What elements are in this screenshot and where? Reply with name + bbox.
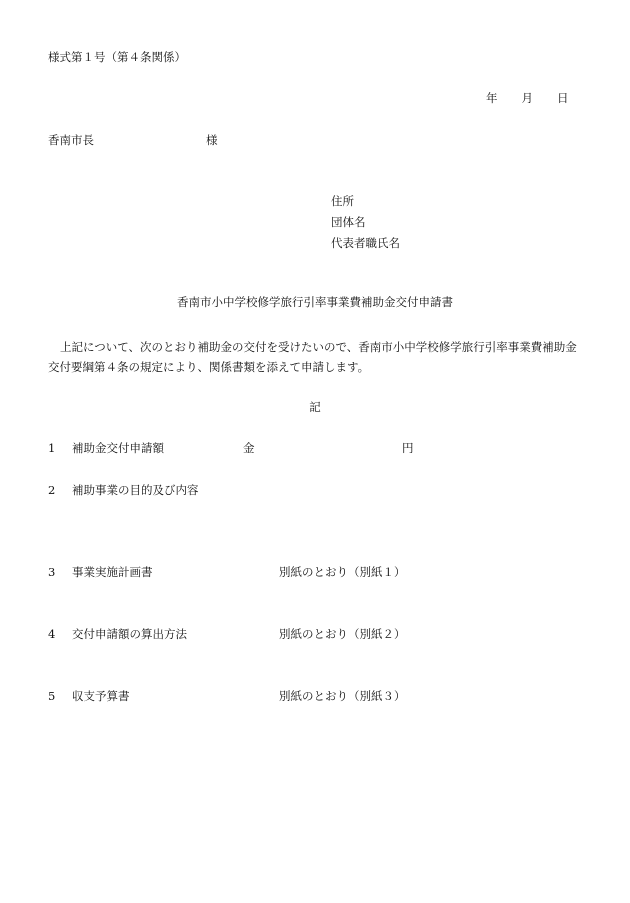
date-line [486,92,569,106]
item-label: 収支予算書 [72,689,130,703]
addressee [48,133,218,148]
amount-suffix: 円 [402,441,414,455]
item-value: 別紙のとおり（別紙３） [279,689,406,703]
body-paragraph: 上記について、次のとおり補助金の交付を受けたいので、香南市小中学校修学旅行引率事業費補助金交付要綱第４条の規定により、関係書類を添えて申請します。 [48,340,577,374]
representative-label: 代表者職氏名 [331,236,400,250]
ki-heading: 記 [309,400,321,414]
item-label: 交付申請額の算出方法 [72,627,187,641]
item-number: 4 [48,627,56,641]
amount-prefix: 金 [243,441,255,455]
item-label: 補助金交付申請額 [72,441,164,455]
item-number: 3 [48,565,56,579]
year-label: 年 [486,91,498,105]
item-number: 1 [48,441,56,455]
document-title: 香南市小中学校修学旅行引率事業費補助金交付申請書 [177,295,453,309]
item-number: 5 [48,689,56,703]
recipient-name: 香南市長 [48,133,94,147]
honorific: 様 [206,133,218,147]
item-value: 別紙のとおり（別紙１） [279,565,406,579]
address-label: 住所 [331,194,354,208]
item-value: 別紙のとおり（別紙２） [279,627,406,641]
month-label: 月 [521,91,533,105]
item-label: 補助事業の目的及び内容 [72,483,199,497]
day-label: 日 [557,91,569,105]
item-number: 2 [48,483,56,497]
form-number: 様式第１号（第４条関係） [48,50,186,64]
item-label: 事業実施計画書 [72,565,153,579]
organization-label: 団体名 [331,215,366,229]
applicant-block [331,195,400,258]
